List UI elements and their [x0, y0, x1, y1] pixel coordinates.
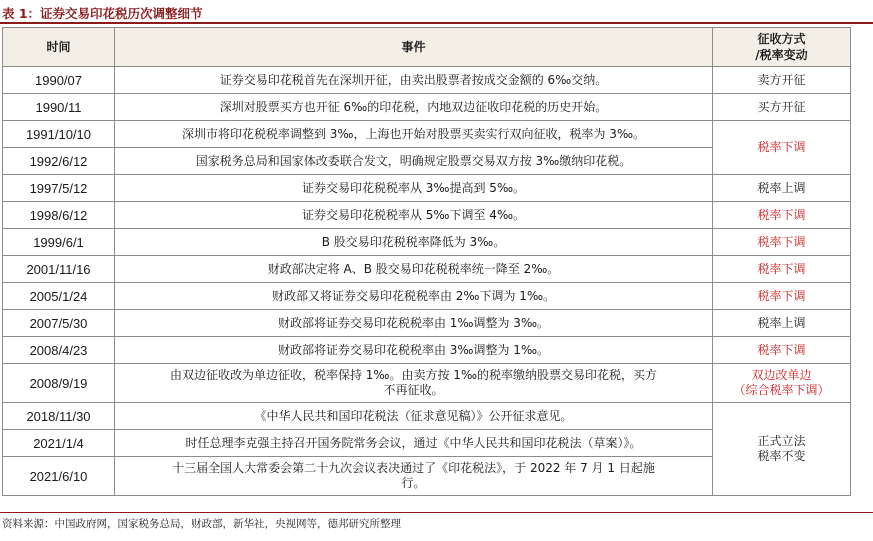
row-date: 2007/5/30: [3, 310, 115, 337]
row-event: 财政部又将证券交易印花税税率由 2‰下调为 1‰。: [115, 283, 713, 310]
header-change-line2: /税率变动: [755, 48, 808, 62]
row-change: [713, 403, 851, 496]
row-date: 2008/9/19: [3, 364, 115, 403]
row-event: 《中华人民共和国印花税法（征求意见稿）》公开征求意见。: [115, 403, 713, 430]
row-change: 税率下调: [713, 283, 851, 310]
row-date: 2021/1/4: [3, 430, 115, 457]
row-event-line1: 十三届全国人大常委会第二十九次会议表决通过了《印花税法》，于 2022 年 7 月 1 日起施: [172, 461, 655, 475]
row-change: 税率下调: [713, 256, 851, 283]
row-event-line2: 不再征收。: [383, 383, 444, 397]
table-row: [3, 364, 851, 403]
source-note: 资料来源：中国政府网，国家税务总局，财政部，新华社，央视网等，德邦研究所整理: [2, 518, 401, 530]
row-change: 税率上调: [713, 175, 851, 202]
table-row: [3, 283, 851, 310]
row-change-line2: （综合税率下调）: [733, 383, 830, 397]
bottom-rule: [0, 512, 873, 513]
row-event: [115, 457, 713, 496]
row-event-line1: 由双边征收改为单边征收，税率保持 1‰。由卖方按 1‰的税率缴纳股票交易印花税，买方: [169, 368, 658, 382]
row-event: 国家税务总局和国家体改委联合发文，明确规定股票交易双方按 3‰缴纳印花税。: [115, 148, 713, 175]
table-row: [3, 202, 851, 229]
top-rule: [0, 22, 873, 24]
row-event: 证券交易印花税首先在深圳开征，由卖出股票者按成交金额的 6‰交纳。: [115, 67, 713, 94]
row-date: 1990/07: [3, 67, 115, 94]
row-change: 税率下调: [713, 202, 851, 229]
header-time: 时间: [3, 28, 115, 67]
table-caption: 表 1：证券交易印花税历次调整细节: [2, 6, 203, 21]
table-header-row: [3, 28, 851, 67]
table-row: [3, 121, 851, 148]
table-row: [3, 256, 851, 283]
header-change-line1: 征收方式: [757, 32, 806, 46]
row-change: 税率下调: [713, 121, 851, 175]
header-event: 事件: [115, 28, 713, 67]
row-date: 2008/4/23: [3, 337, 115, 364]
row-date: 2005/1/24: [3, 283, 115, 310]
row-event-line2: 行。: [401, 476, 426, 490]
row-change: 卖方开征: [713, 67, 851, 94]
row-event: B 股交易印花税税率降低为 3‰。: [115, 229, 713, 256]
row-event: 财政部决定将 A、B 股交易印花税税率统一降至 2‰。: [115, 256, 713, 283]
header-change: [713, 28, 851, 67]
row-event: 证券交易印花税税率从 5‰下调至 4‰。: [115, 202, 713, 229]
row-event: 深圳市将印花税税率调整到 3‰，上海也开始对股票买卖实行双向征收，税率为 3‰。: [115, 121, 713, 148]
row-event: 时任总理李克强主持召开国务院常务会议，通过《中华人民共和国印花税法（草案）》。: [115, 430, 713, 457]
row-date: 1992/6/12: [3, 148, 115, 175]
table-row: [3, 67, 851, 94]
table-row: [3, 229, 851, 256]
row-event: 证券交易印花税税率从 3‰提高到 5‰。: [115, 175, 713, 202]
table-row: [3, 337, 851, 364]
stamp-duty-table: [2, 27, 851, 496]
row-change: 税率下调: [713, 229, 851, 256]
row-change: 买方开征: [713, 94, 851, 121]
table-row: [3, 175, 851, 202]
table-row: [3, 94, 851, 121]
row-event: 深圳对股票买方也开征 6‰的印花税，内地双边征收印花税的历史开始。: [115, 94, 713, 121]
row-change: [713, 364, 851, 403]
row-date: 1998/6/12: [3, 202, 115, 229]
row-change-line1: 双边改单边: [751, 368, 812, 382]
row-event: 财政部将证券交易印花税税率由 1‰调整为 3‰。: [115, 310, 713, 337]
row-date: 2021/6/10: [3, 457, 115, 496]
row-event: 财政部将证券交易印花税税率由 3‰调整为 1‰。: [115, 337, 713, 364]
row-date: 1997/5/12: [3, 175, 115, 202]
row-date: 1999/6/1: [3, 229, 115, 256]
row-date: 2001/11/16: [3, 256, 115, 283]
row-change: 税率上调: [713, 310, 851, 337]
table-row: [3, 403, 851, 430]
row-date: 1990/11: [3, 94, 115, 121]
row-event: [115, 364, 713, 403]
row-date: 2018/11/30: [3, 403, 115, 430]
row-change-line1: 正式立法: [757, 434, 806, 448]
row-change: 税率下调: [713, 337, 851, 364]
table-row: [3, 310, 851, 337]
row-change-line2: 税率不变: [757, 449, 806, 463]
row-date: 1991/10/10: [3, 121, 115, 148]
